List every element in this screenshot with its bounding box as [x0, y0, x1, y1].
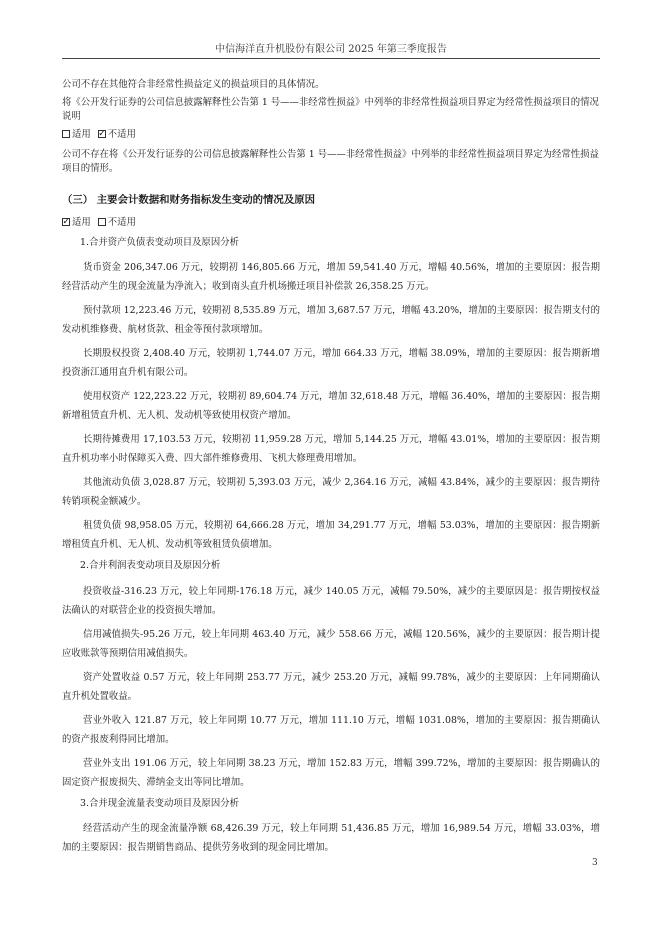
- paragraph: 预付款项 12,223.46 万元，较期初 8,535.89 万元，增加 3,687.57 万元，增幅 43.20%，增加的主要原因：报告期支付的发动机维修费、航材货款、租金等预付款项增加。: [62, 305, 600, 335]
- subsection-heading-income-statement: 2.合并利润表变动项目及原因分析: [80, 560, 221, 571]
- section-option-applicable-label: 适用: [72, 216, 91, 228]
- checkbox-applicable-checked: [62, 218, 70, 226]
- header-divider: [62, 58, 600, 59]
- paragraph: 投资收益-316.23 万元，较上年同期-176.18 万元，减少 140.05 万元，减幅 79.50%，减少的主要原因是：报告期按权益法确认的对联营企业的投资损失增加。: [62, 585, 600, 616]
- page-content: [62, 78, 600, 862]
- option-applicable-label: 适用: [72, 128, 91, 140]
- intro-line-1: 公司不存在其他符合非经常性损益定义的损益项目的具体情况。: [62, 79, 325, 90]
- page-number: 3: [592, 858, 598, 868]
- paragraph: 长期股权投资 2,408.40 万元，较期初 1,744.07 万元，增加 664.33 万元，增幅 38.09%，增加的主要原因：报告期新增投资浙江通用直升机有限公司。: [62, 348, 600, 378]
- section-option-not-applicable-label: 不适用: [107, 216, 136, 228]
- subsection-heading-balance-sheet: 1.合并资产负债表变动项目及原因分析: [80, 236, 239, 248]
- paragraph: 货币资金 206,347.06 万元，较期初 146,805.66 万元，增加 59,541.40 万元，增幅 40.56%，增加的主要原因：报告期经营活动产生的现金流量为净流入；收到南头直升机场搬迁项目补偿款 26,358.25 万元。: [62, 262, 600, 292]
- paragraph: 使用权资产 122,223.22 万元，较期初 89,604.74 万元，增加 32,618.48 万元，增幅 36.40%，增加的主要原因：报告期新增租赁直升机、无人机、发动机等致使用权资产增加。: [62, 391, 600, 421]
- intro-options: [62, 128, 600, 142]
- subsection-heading-cash-flow: 3.合并现金流量表变动项目及原因分析: [80, 797, 239, 809]
- paragraph: 资产处置收益 0.57 万元，较上年同期 253.77 万元，减少 253.20 万元，减幅 99.78%，减少的主要原因：上年同期确认直升机处置收益。: [62, 671, 600, 702]
- paragraph: 经营活动产生的现金流量净额 68,426.39 万元，较上年同期 51,436.85 万元，增加 16,989.54 万元，增幅 33.03%，增加的主要原因：报告期销售商品、提供劳务收到的现金同比增加。: [62, 823, 600, 853]
- option-not-applicable-label: 不适用: [107, 128, 136, 140]
- paragraph: 营业外收入 121.87 万元，较上年同期 10.77 万元，增加 111.10 万元，增幅 1031.08%，增加的主要原因：报告期确认的资产报废利得同比增加。: [62, 714, 600, 745]
- paragraph: 其他流动负债 3,028.87 万元，较期初 5,393.03 万元，减少 2,364.16 万元，减幅 43.84%，减少的主要原因：报告期待转销项税金额减少。: [62, 477, 600, 507]
- intro-line-2: 将《公开发行证券的公司信息披露解释性公告第 1 号——非经常性损益》中列举的非经常性损益项目界定为经常性损益项目的情况说明: [62, 96, 599, 122]
- checkbox-applicable-unchecked: [62, 130, 70, 138]
- page-header: 中信海洋直升机股份有限公司 2025 年第三季度报告: [215, 44, 447, 55]
- paragraph: 租赁负债 98,958.05 万元，较期初 64,666.28 万元，增加 34,291.77 万元，增幅 53.03%，增加的主要原因：报告期新增租赁直升机、无人机、发动机等致租赁负债增加。: [62, 520, 600, 550]
- paragraph: 长期待摊费用 17,103.53 万元，较期初 11,959.28 万元，增加 5,144.25 万元，增幅 43.01%，增加的主要原因：报告期直升机功率小时保障买入费、四大部件维修费用、飞机大修理费用增加。: [62, 434, 600, 464]
- intro-line-3: 公司不存在将《公开发行证券的公司信息披露解释性公告第 1 号——非经常性损益》中列举的非经常性损益项目界定为经常性损益项目的情形。: [62, 148, 599, 174]
- section-options: [62, 216, 600, 230]
- checkbox-not-applicable-unchecked: [98, 218, 106, 226]
- paragraph: 信用减值损失-95.26 万元，较上年同期 463.40 万元，减少 558.66 万元，减幅 120.56%，减少的主要原因：报告期计提应收账款等预期信用减值损失。: [62, 628, 600, 659]
- section-title: （三） 主要会计数据和财务指标发生变动的情况及原因: [62, 193, 315, 206]
- paragraph: 营业外支出 191.06 万元，较上年同期 38.23 万元，增加 152.83 万元，增幅 399.72%，增加的主要原因：报告期确认的固定资产报废损失、滞纳金支出等同比增加。: [62, 757, 600, 788]
- checkbox-not-applicable-checked: [98, 130, 106, 138]
